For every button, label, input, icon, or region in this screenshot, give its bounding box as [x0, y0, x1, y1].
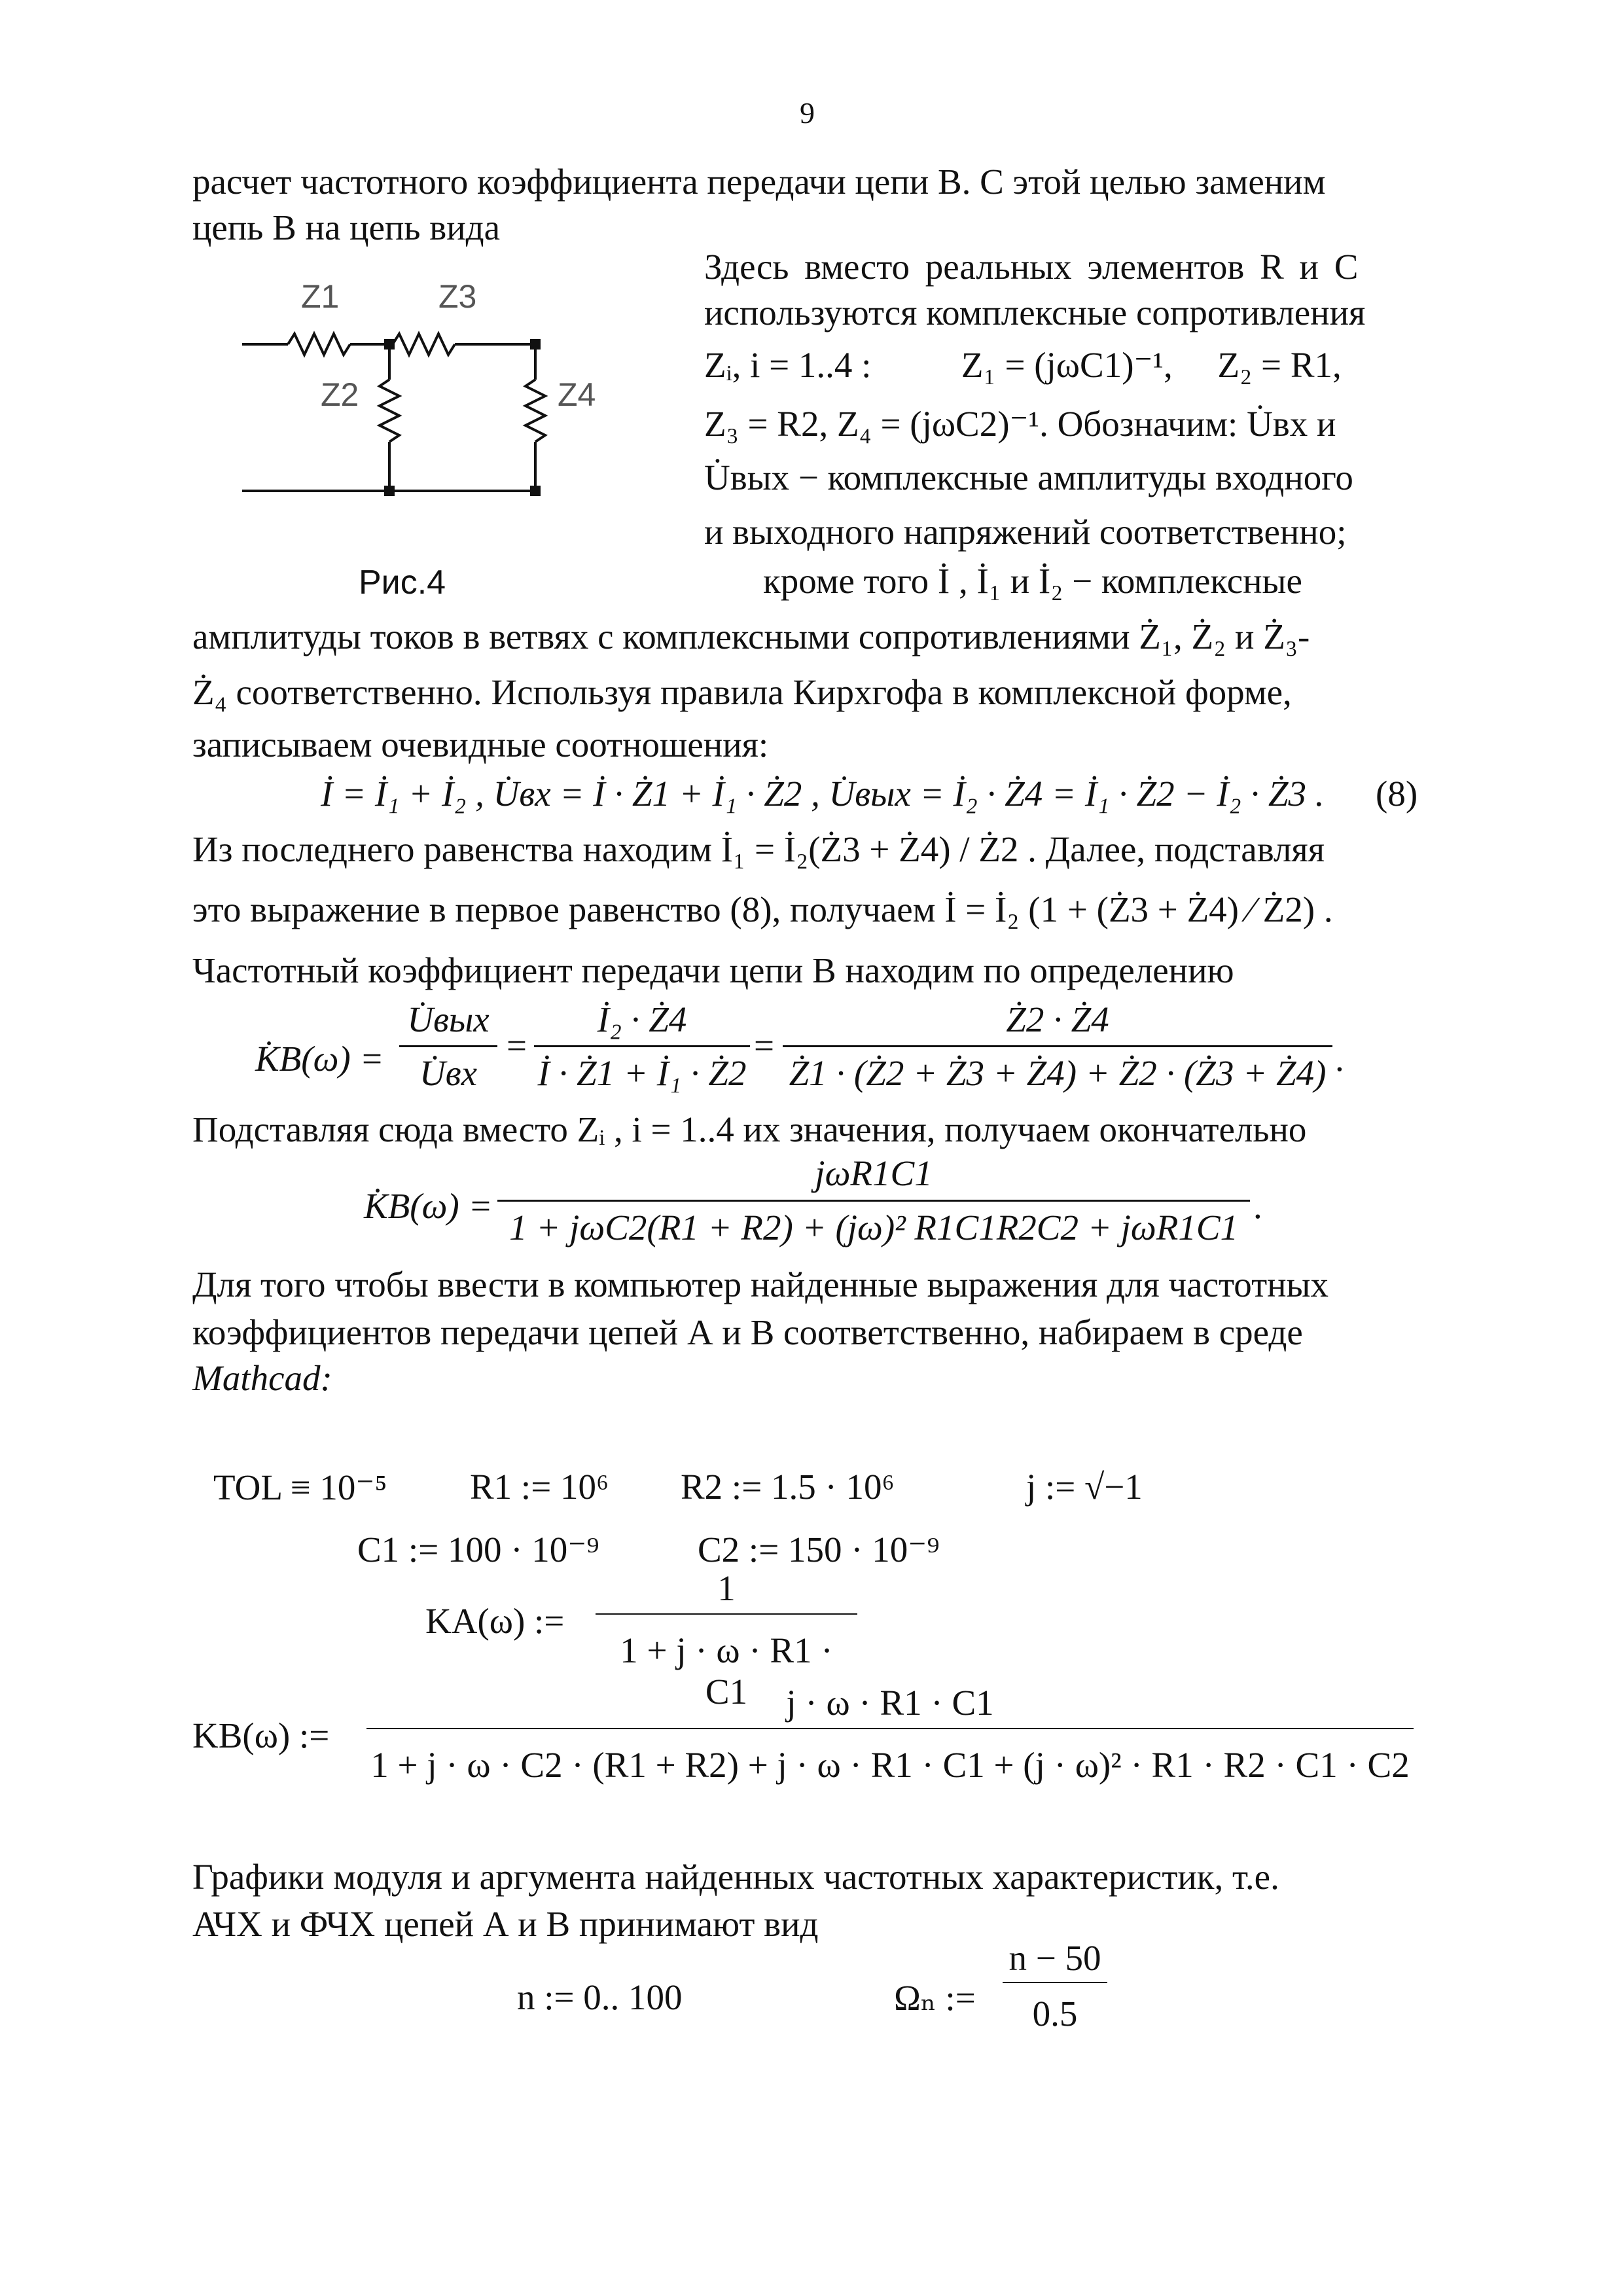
para2-line-2: Ż₄ соответственно. Используя правила Кирхгофа в комплексной форме, [192, 672, 1292, 712]
mathcad-kb-den: 1 + j · ω · C2 · (R1 + R2) + j · ω · R1 · C1 + (j · ω)² · R1 · R2 · C1 · C2 [370, 1745, 1410, 1785]
para2-line-3: записываем очевидные соотношения: [192, 725, 769, 764]
para2-line-1: амплитуды токов в ветвях с комплексными сопротивлениями Ż₁, Ż₂ и Ż₃- [192, 617, 1310, 656]
kb-final-den: 1 + jωC2(R1 + R2) + (jω)² R1C1R2C2 + jωR1C1 [508, 1208, 1239, 1247]
para6-line-1: Графики модуля и аргумента найденных частотных характеристик, т.е. [192, 1857, 1279, 1897]
kb-def-f2-num: İ₂ · Ż4 [597, 999, 687, 1039]
mathcad-c2: C2 := 150 · 10⁻⁹ [698, 1530, 940, 1570]
label-z1: Z1 [301, 278, 340, 315]
para3-line-1: Из последнего равенства находим İ₁ = İ₂(Ż3 + Ż4) / Ż2 . Далее, подставляя [192, 829, 1325, 869]
kb-def-f3-bar [783, 1045, 1332, 1047]
para3-line-3: Частотный коэффициент передачи цепи В находим по определению [192, 950, 1234, 990]
label-z4: Z4 [558, 376, 596, 413]
para6-line-2: АЧХ и ФЧХ цепей А и В принимают вид [192, 1904, 819, 1944]
para3-line-2: это выражение в первое равенство (8), получаем İ = İ₂ (1 + (Ż3 + Ż4) ⁄ Ż2) . [192, 889, 1333, 929]
circuit-diagram [242, 268, 609, 511]
equation-8: İ = İ₁ + İ₂ , U̇вх = İ · Ż1 + İ₁ · Ż2 , U̇вых = İ₂ · Ż4 = İ₁ · Ż2 − İ₂ · Ż3 . [321, 774, 1325, 814]
kb-def-f3-num: Ż2 · Ż4 [1006, 999, 1109, 1039]
label-z2: Z2 [321, 376, 359, 413]
kb-def-f1-bar [399, 1045, 497, 1047]
range-omega-lhs: Ωₙ := [894, 1978, 976, 2018]
mathcad-r1: R1 := 10⁶ [470, 1467, 609, 1507]
side-text-3: Zᵢ, i = 1..4 : Z₁ = (jωC1)⁻¹, Z₂ = R1, [704, 345, 1342, 385]
kb-def-f3-den: Ż1 · (Ż2 + Ż3 + Ż4) + Ż2 · (Ż3 + Ż4) [789, 1053, 1327, 1093]
mathcad-kb-num: j · ω · R1 · C1 [786, 1683, 994, 1723]
intro-line-2: цепь В на цепь вида [192, 207, 501, 247]
mathcad-j: j := √−1 [1026, 1467, 1143, 1507]
mathcad-r2: R2 := 1.5 · 10⁶ [681, 1467, 895, 1507]
kb-final-bar [497, 1200, 1250, 1202]
range-n: n := 0.. 100 [517, 1977, 683, 2017]
kb-def-f1-num: U̇вых [407, 999, 490, 1039]
side-text-7: кроме того İ , İ₁ и İ₂ − комплексные [763, 561, 1302, 601]
mathcad-ka-num: 1 [717, 1568, 736, 1608]
range-omega-den: 0.5 [1032, 1994, 1078, 2034]
mathcad-tol: TOL ≡ 10⁻⁵ [213, 1467, 387, 1507]
side-text-1: Здесь вместо реальных элементов R и C [704, 247, 1359, 287]
mathcad-ka-den: 1 + j · ω · R1 · C1 [620, 1630, 833, 1712]
kb-def-f1-den: U̇вх [419, 1053, 477, 1093]
kb-def-eq2: = [754, 1026, 775, 1066]
kb-def-f2-den: İ · Ż1 + İ₁ · Ż2 [537, 1053, 747, 1093]
para5-line-1: Для того чтобы ввести в компьютер найденные выражения для частотных [192, 1265, 1329, 1304]
mathcad-kb-lhs: KB(ω) := [192, 1715, 330, 1755]
mathcad-kb-bar [366, 1728, 1414, 1729]
range-omega-num: n − 50 [1008, 1938, 1101, 1978]
kb-final-period: . [1253, 1186, 1262, 1226]
side-text-2: используются комплексные сопротивления [704, 293, 1366, 332]
side-text-5: U̇вых − комплексные амплитуды входного [704, 457, 1353, 497]
mathcad-c1: C1 := 100 · 10⁻⁹ [357, 1530, 599, 1570]
intro-line-1: расчет частотного коэффициента передачи цепи В. С этой целью заменим [192, 162, 1326, 202]
para4: Подставляя сюда вместо Zᵢ , i = 1..4 их значения, получаем окончательно [192, 1109, 1307, 1149]
side-text-4: Z₃ = R2, Z₄ = (jωC2)⁻¹. Обозначим: U̇вх и [704, 404, 1336, 444]
page-number: 9 [800, 96, 815, 130]
kb-final-num: jωR1C1 [815, 1153, 933, 1193]
figure-caption: Рис.4 [359, 564, 446, 601]
label-z3: Z3 [438, 278, 477, 315]
kb-def-f2-bar [534, 1045, 750, 1047]
mathcad-ka-lhs: KA(ω) := [425, 1601, 565, 1641]
kb-def-eq1: = [507, 1026, 527, 1066]
para5-line-2: коэффициентов передачи цепей А и В соответственно, набираем в среде [192, 1312, 1303, 1352]
kb-def-lhs: K̇B(ω) = [255, 1039, 384, 1079]
range-omega-bar [1003, 1982, 1107, 1983]
kb-def-period: . [1335, 1039, 1344, 1079]
para5-line-3: Mathcad: [192, 1358, 332, 1398]
mathcad-ka-bar [596, 1613, 857, 1615]
equation-8-number: (8) [1376, 774, 1418, 814]
side-text-6: и выходного напряжений соответственно; [704, 512, 1347, 552]
kb-final-lhs: K̇B(ω) = [364, 1186, 493, 1226]
